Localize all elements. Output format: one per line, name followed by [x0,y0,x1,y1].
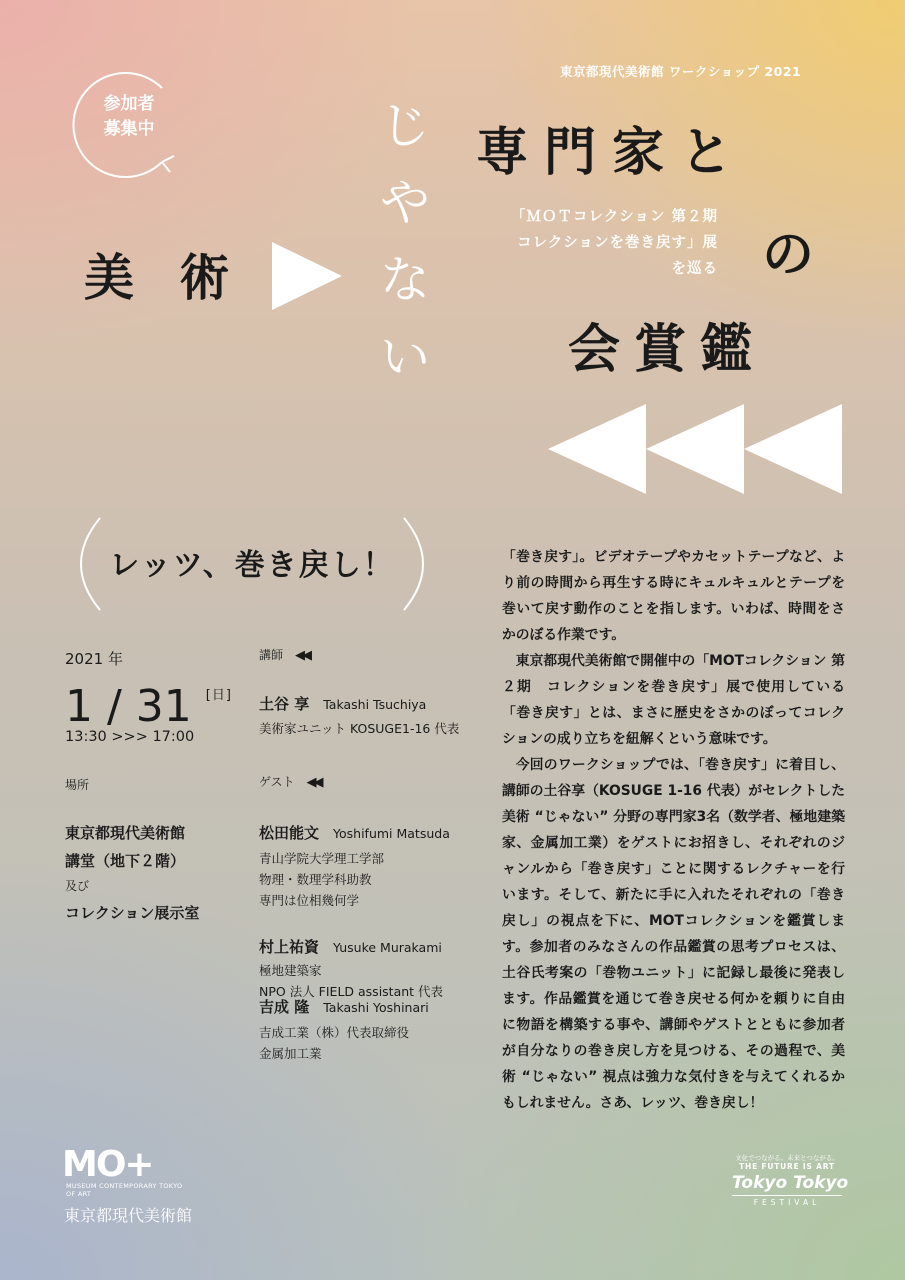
title-no: の [762,225,815,285]
place-museum: 東京都現代美術館 [65,824,186,842]
lecturer-label: 講師 ◀◀ [259,648,310,663]
catchphrase: レッツ、巻き戻し！ [109,548,395,583]
lecturer-name: 土谷 享 Takashi Tsuchiya [259,695,427,713]
tt-tagline-jp: 文化でつながる。未来とつながる。 [735,1154,839,1162]
guest-name-matsuda: 松田能文 Yoshifumi Matsuda [259,824,450,842]
place-hall: 講堂（地下２階） [65,852,186,870]
description-body [502,544,845,1116]
tt-logotype: Tokyo Tokyo [732,1173,849,1193]
title-senmonka: 専門家と [476,123,749,183]
description-paragraph: 「巻き戻す」。ビデオテープやカセットテープなど、より前の時間から再生する時にキュルキュルとテープを巻いて戻す動作のことを指します。いわば、時間をさかのぼる作業です。 [502,549,845,643]
event-date-value: 1 / 31 [65,681,192,732]
tokyo-tokyo-festival-logo [732,1153,849,1207]
play-arrow-icon [272,242,342,310]
guest-desc-yoshinari: 吉成工業（株）代表取締役 金属加工業 [259,1025,410,1061]
workshop-title: 東京都現代美術館 ワークショップ 2021 [560,64,802,79]
place-and: 及び [65,879,90,893]
event-weekday: [日] [205,688,232,703]
guest-label: ゲスト ◀◀ [259,775,321,790]
mot-logo-japanese: 東京都現代美術館 [64,1206,193,1225]
event-date [65,668,232,735]
lecturer-desc: 美術家ユニット KOSUGE1-16 代表 [259,721,460,736]
place-label: 場所 [65,778,90,792]
title-kanshou: 会賞鑑 [568,320,767,380]
recruiting-badge-text: 参加者 募集中 [103,94,155,139]
tt-festival: FESTIVAL [732,1195,842,1207]
rewind-icon: ◀◀ [306,775,321,790]
event-year: 2021 年 [65,650,123,668]
tt-tagline-en: THE FUTURE IS ART [739,1162,835,1171]
rewind-icon: ◀◀ [295,648,310,663]
guest-name-murakami: 村上祐資 Yusuke Murakami [259,938,442,956]
title-janai-vertical: じ や な い [380,97,430,386]
guest-desc-matsuda: 青山学院大学理工学部 物理・数理学科助教 専門は位相幾何学 [259,851,385,908]
mot-logo-icon: MO+ [62,1144,153,1185]
exhibition-subtitle: 「ＭＯＴコレクション 第２期 コレクションを巻き戻す」展 を巡る [511,209,718,277]
place-gallery: コレクション展示室 [65,904,200,922]
mot-logo-english: MUSEUM CONTEMPORARY TOKYO OF ART [66,1182,183,1198]
guest-name-yoshinari: 吉成 隆 Takashi Yoshinari [259,998,429,1016]
guest-desc-murakami: 極地建築家 NPO 法人 FIELD assistant 代表 [259,963,444,999]
rewind-arrows-icon [548,404,842,494]
event-time: 13:30 >>> 17:00 [65,729,195,745]
description-paragraph: 今回のワークショップでは、「巻き戻す」に着目し、講師の土谷享（KOSUGE 1-16 代表）がセレクトした美術 “じゃない” 分野の専門家3名（数学者、極地建築家、金属加工業）をゲストにお招きし、それぞれのジャンルから「巻き戻す」ことに関するレクチャーを行います。そして、新たに手に入れたそれぞれの「巻き戻し」の視点を下に、MOTコレクションを鑑賞します。参加者のみなさんの作品鑑賞の思考プロセスは、土谷氏考案の「巻物ユニット」に記録し最後に発表します。作品鑑賞を通じて巻き戻せる何かを頼りに自由に物語を構築する事や、講師やゲストとともに参加者が自分なりの巻き戻し方を見つける、その過程で、美術 “じゃない” 視点は強力な気付きを与えてくれるかもしれません。さあ、レッツ、巻き戻し！ [502,757,845,1111]
description-paragraph: 東京都現代美術館で開催中の「MOTコレクション 第２期 コレクションを巻き戻す」展で使用している「巻き戻す」とは、まさに歴史をさかのぼってコレクションの成り立ちを紐解くという意味です。 [502,653,845,747]
title-bijutsu: 美 術 [84,249,244,307]
